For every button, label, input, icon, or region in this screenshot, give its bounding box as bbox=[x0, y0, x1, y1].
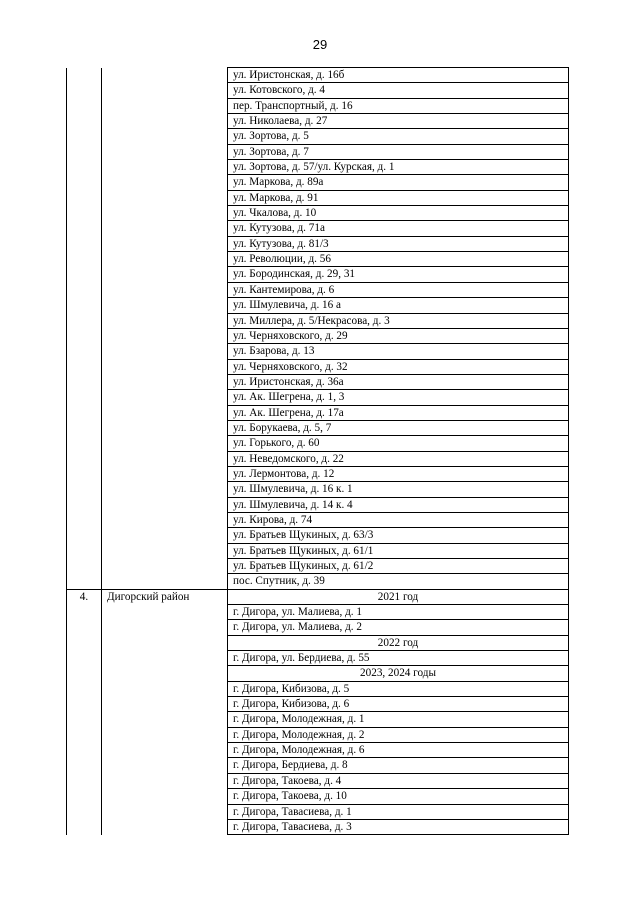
table-row bbox=[67, 252, 569, 267]
number-cell bbox=[67, 114, 102, 129]
address-cell: ул. Неведомского, д. 22 bbox=[228, 451, 569, 466]
number-cell bbox=[67, 666, 102, 681]
table-row bbox=[67, 819, 569, 834]
number-cell bbox=[67, 405, 102, 420]
district-cell bbox=[102, 298, 228, 313]
address-cell: ул. Бзарова, д. 13 bbox=[228, 344, 569, 359]
address-table bbox=[66, 67, 569, 835]
address-cell: г. Дигора, ул. Малиева, д. 2 bbox=[228, 620, 569, 635]
number-cell bbox=[67, 313, 102, 328]
number-cell bbox=[67, 175, 102, 190]
table-row bbox=[67, 589, 569, 604]
number-cell bbox=[67, 298, 102, 313]
address-table-body bbox=[67, 68, 569, 835]
number-cell bbox=[67, 221, 102, 236]
district-cell bbox=[102, 83, 228, 98]
address-cell: ул. Иристонская, д. 16б bbox=[228, 68, 569, 83]
number-cell bbox=[67, 528, 102, 543]
address-cell: г. Дигора, Бердиева, д. 8 bbox=[228, 758, 569, 773]
address-cell: г. Дигора, Тавасиева, д. 3 bbox=[228, 819, 569, 834]
district-cell bbox=[102, 727, 228, 742]
address-cell: ул. Ак. Шегрена, д. 1, 3 bbox=[228, 390, 569, 405]
address-cell: ул. Зортова, д. 57/ул. Курская, д. 1 bbox=[228, 160, 569, 175]
table-row bbox=[67, 344, 569, 359]
number-cell bbox=[67, 328, 102, 343]
district-cell bbox=[102, 344, 228, 359]
district-cell bbox=[102, 282, 228, 297]
number-cell bbox=[67, 773, 102, 788]
address-cell: ул. Маркова, д. 89а bbox=[228, 175, 569, 190]
address-cell: г. Дигора, Такоева, д. 4 bbox=[228, 773, 569, 788]
address-cell: ул. Горького, д. 60 bbox=[228, 436, 569, 451]
table-row bbox=[67, 436, 569, 451]
district-cell bbox=[102, 497, 228, 512]
address-cell: ул. Шмулевича, д. 14 к. 4 bbox=[228, 497, 569, 512]
year-header-cell: 2023, 2024 годы bbox=[228, 666, 569, 681]
district-cell bbox=[102, 620, 228, 635]
district-cell bbox=[102, 160, 228, 175]
district-cell bbox=[102, 420, 228, 435]
address-cell: ул. Шмулевича, д. 16 к. 1 bbox=[228, 482, 569, 497]
table-row bbox=[67, 390, 569, 405]
number-cell bbox=[67, 252, 102, 267]
address-cell: ул. Зортова, д. 7 bbox=[228, 144, 569, 159]
district-cell bbox=[102, 559, 228, 574]
table-row bbox=[67, 420, 569, 435]
number-cell bbox=[67, 344, 102, 359]
district-cell bbox=[102, 651, 228, 666]
address-cell: г. Дигора, Кибизова, д. 5 bbox=[228, 681, 569, 696]
number-cell bbox=[67, 543, 102, 558]
table-row bbox=[67, 190, 569, 205]
number-cell bbox=[67, 819, 102, 834]
table-row bbox=[67, 758, 569, 773]
address-cell: г. Дигора, Молодежная, д. 2 bbox=[228, 727, 569, 742]
table-row bbox=[67, 175, 569, 190]
table-row bbox=[67, 83, 569, 98]
district-cell bbox=[102, 804, 228, 819]
table-row bbox=[67, 743, 569, 758]
table-row bbox=[67, 328, 569, 343]
district-cell bbox=[102, 390, 228, 405]
table-row bbox=[67, 620, 569, 635]
district-cell bbox=[102, 543, 228, 558]
district-cell bbox=[102, 374, 228, 389]
number-cell bbox=[67, 512, 102, 527]
table-row bbox=[67, 206, 569, 221]
number-cell bbox=[67, 129, 102, 144]
number-cell bbox=[67, 743, 102, 758]
table-row bbox=[67, 559, 569, 574]
number-cell bbox=[67, 374, 102, 389]
district-cell bbox=[102, 574, 228, 589]
number-cell bbox=[67, 267, 102, 282]
table-row bbox=[67, 68, 569, 83]
district-cell bbox=[102, 405, 228, 420]
number-cell bbox=[67, 144, 102, 159]
number-cell bbox=[67, 236, 102, 251]
number-cell bbox=[67, 681, 102, 696]
table-row bbox=[67, 482, 569, 497]
table-row bbox=[67, 160, 569, 175]
address-cell: г. Дигора, ул. Бердиева, д. 55 bbox=[228, 651, 569, 666]
district-cell bbox=[102, 635, 228, 650]
district-cell bbox=[102, 482, 228, 497]
table-row bbox=[67, 236, 569, 251]
table-row bbox=[67, 666, 569, 681]
table-row bbox=[67, 697, 569, 712]
district-cell bbox=[102, 175, 228, 190]
number-cell bbox=[67, 804, 102, 819]
number-cell bbox=[67, 466, 102, 481]
table-row bbox=[67, 114, 569, 129]
number-cell bbox=[67, 497, 102, 512]
district-cell bbox=[102, 743, 228, 758]
table-row bbox=[67, 651, 569, 666]
address-cell: пер. Транспортный, д. 16 bbox=[228, 98, 569, 113]
table-row bbox=[67, 605, 569, 620]
address-cell: ул. Шмулевича, д. 16 а bbox=[228, 298, 569, 313]
address-cell: ул. Зортова, д. 5 bbox=[228, 129, 569, 144]
district-cell bbox=[102, 773, 228, 788]
address-cell: ул. Кантемирова, д. 6 bbox=[228, 282, 569, 297]
table-row bbox=[67, 98, 569, 113]
district-cell bbox=[102, 206, 228, 221]
address-cell: г. Дигора, Молодежная, д. 1 bbox=[228, 712, 569, 727]
district-cell bbox=[102, 98, 228, 113]
district-cell bbox=[102, 466, 228, 481]
address-cell: ул. Ак. Шегрена, д. 17а bbox=[228, 405, 569, 420]
number-cell bbox=[67, 359, 102, 374]
district-cell bbox=[102, 267, 228, 282]
number-cell bbox=[67, 482, 102, 497]
district-cell bbox=[102, 236, 228, 251]
table-row bbox=[67, 681, 569, 696]
number-cell bbox=[67, 451, 102, 466]
number-cell bbox=[67, 789, 102, 804]
district-cell bbox=[102, 681, 228, 696]
district-cell bbox=[102, 190, 228, 205]
table-row bbox=[67, 712, 569, 727]
number-cell bbox=[67, 727, 102, 742]
number-cell bbox=[67, 605, 102, 620]
district-cell bbox=[102, 114, 228, 129]
table-row bbox=[67, 528, 569, 543]
number-cell bbox=[67, 190, 102, 205]
table-row bbox=[67, 727, 569, 742]
address-cell: ул. Николаева, д. 27 bbox=[228, 114, 569, 129]
district-cell bbox=[102, 712, 228, 727]
district-cell bbox=[102, 129, 228, 144]
number-cell: 4. bbox=[67, 589, 102, 604]
address-cell: г. Дигора, ул. Малиева, д. 1 bbox=[228, 605, 569, 620]
page-number: 29 bbox=[312, 37, 328, 52]
year-header-cell: 2021 год bbox=[228, 589, 569, 604]
number-cell bbox=[67, 160, 102, 175]
year-header-cell: 2022 год bbox=[228, 635, 569, 650]
address-cell: ул. Братьев Щукиных, д. 61/1 bbox=[228, 543, 569, 558]
table-row bbox=[67, 313, 569, 328]
number-cell bbox=[67, 282, 102, 297]
number-cell bbox=[67, 98, 102, 113]
district-cell bbox=[102, 221, 228, 236]
table-row bbox=[67, 635, 569, 650]
number-cell bbox=[67, 68, 102, 83]
address-cell: ул. Черняховского, д. 32 bbox=[228, 359, 569, 374]
number-cell bbox=[67, 574, 102, 589]
number-cell bbox=[67, 83, 102, 98]
table-row bbox=[67, 129, 569, 144]
table-row bbox=[67, 267, 569, 282]
table-row bbox=[67, 466, 569, 481]
address-cell: ул. Братьев Щукиных, д. 63/3 bbox=[228, 528, 569, 543]
address-cell: ул. Миллера, д. 5/Некрасова, д. 3 bbox=[228, 313, 569, 328]
table-row bbox=[67, 512, 569, 527]
table-row bbox=[67, 804, 569, 819]
address-cell: ул. Чкалова, д. 10 bbox=[228, 206, 569, 221]
number-cell bbox=[67, 758, 102, 773]
district-cell bbox=[102, 605, 228, 620]
district-cell bbox=[102, 436, 228, 451]
district-cell bbox=[102, 144, 228, 159]
address-cell: г. Дигора, Кибизова, д. 6 bbox=[228, 697, 569, 712]
address-cell: ул. Бородинская, д. 29, 31 bbox=[228, 267, 569, 282]
district-cell bbox=[102, 819, 228, 834]
table-row bbox=[67, 144, 569, 159]
table-row bbox=[67, 451, 569, 466]
number-cell bbox=[67, 420, 102, 435]
district-cell: Дигорский район bbox=[102, 589, 228, 604]
district-cell bbox=[102, 666, 228, 681]
number-cell bbox=[67, 697, 102, 712]
district-cell bbox=[102, 512, 228, 527]
address-cell: г. Дигора, Такоева, д. 10 bbox=[228, 789, 569, 804]
district-cell bbox=[102, 528, 228, 543]
address-cell: ул. Революции, д. 56 bbox=[228, 252, 569, 267]
table-row bbox=[67, 574, 569, 589]
address-cell: пос. Спутник, д. 39 bbox=[228, 574, 569, 589]
number-cell bbox=[67, 712, 102, 727]
address-cell: ул. Котовского, д. 4 bbox=[228, 83, 569, 98]
address-cell: ул. Кирова, д. 74 bbox=[228, 512, 569, 527]
address-cell: ул. Иристонская, д. 36а bbox=[228, 374, 569, 389]
district-cell bbox=[102, 697, 228, 712]
number-cell bbox=[67, 620, 102, 635]
table-row bbox=[67, 298, 569, 313]
table-row bbox=[67, 773, 569, 788]
address-cell: ул. Борукаева, д. 5, 7 bbox=[228, 420, 569, 435]
table-row bbox=[67, 497, 569, 512]
number-cell bbox=[67, 651, 102, 666]
address-cell: ул. Братьев Щукиных, д. 61/2 bbox=[228, 559, 569, 574]
district-cell bbox=[102, 758, 228, 773]
table-row bbox=[67, 374, 569, 389]
district-cell bbox=[102, 68, 228, 83]
address-cell: ул. Кутузова, д. 71а bbox=[228, 221, 569, 236]
district-cell bbox=[102, 789, 228, 804]
number-cell bbox=[67, 635, 102, 650]
address-cell: ул. Кутузова, д. 81/3 bbox=[228, 236, 569, 251]
table-row bbox=[67, 543, 569, 558]
table-row bbox=[67, 282, 569, 297]
address-cell: г. Дигора, Молодежная, д. 6 bbox=[228, 743, 569, 758]
table-row bbox=[67, 359, 569, 374]
table-row bbox=[67, 789, 569, 804]
address-cell: ул. Маркова, д. 91 bbox=[228, 190, 569, 205]
district-cell bbox=[102, 451, 228, 466]
district-cell bbox=[102, 313, 228, 328]
address-cell: г. Дигора, Тавасиева, д. 1 bbox=[228, 804, 569, 819]
address-cell: ул. Лермонтова, д. 12 bbox=[228, 466, 569, 481]
number-cell bbox=[67, 559, 102, 574]
table-row bbox=[67, 221, 569, 236]
district-cell bbox=[102, 359, 228, 374]
number-cell bbox=[67, 390, 102, 405]
district-cell bbox=[102, 252, 228, 267]
table-row bbox=[67, 405, 569, 420]
number-cell bbox=[67, 436, 102, 451]
number-cell bbox=[67, 206, 102, 221]
district-cell bbox=[102, 328, 228, 343]
address-cell: ул. Черняховского, д. 29 bbox=[228, 328, 569, 343]
